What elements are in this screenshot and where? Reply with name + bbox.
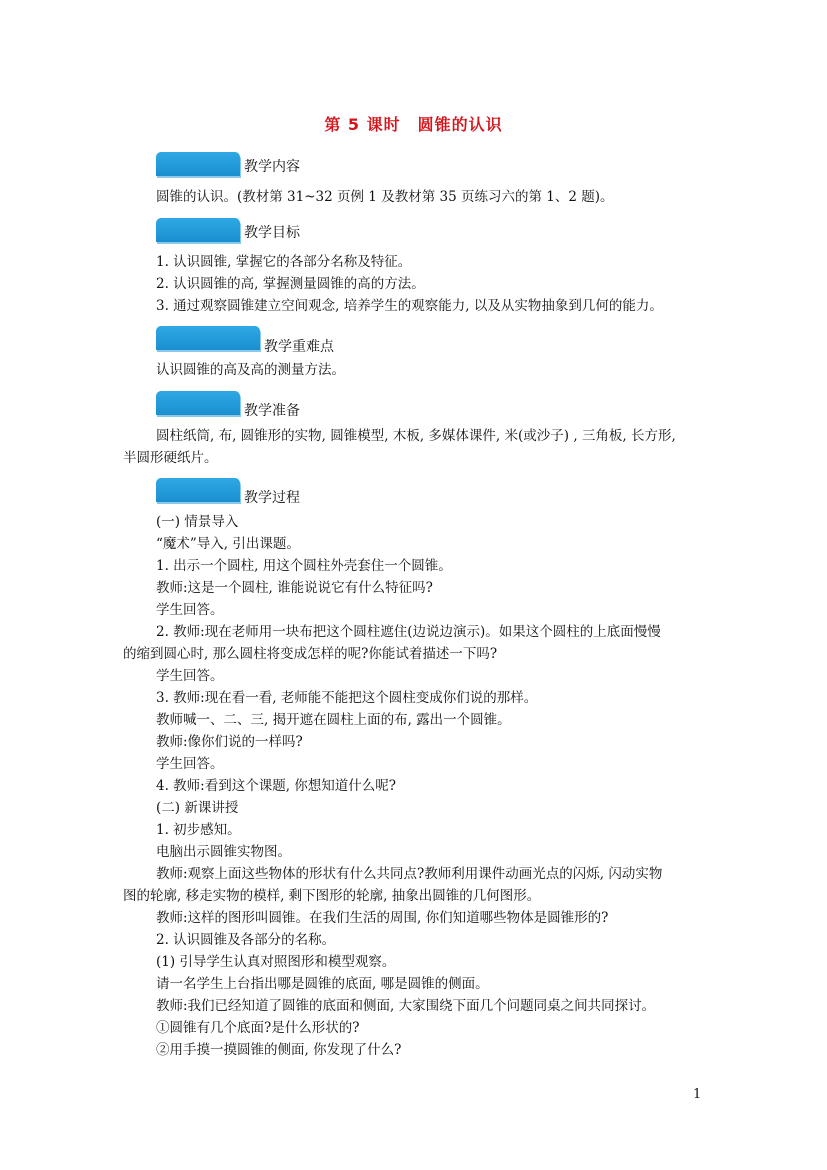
page-number: 1 bbox=[693, 1087, 702, 1102]
section-tab-decoration bbox=[156, 326, 260, 350]
process-line: 学生回答。 bbox=[156, 756, 224, 772]
section-heading-label: 教学内容 bbox=[244, 159, 300, 175]
process-line: 学生回答。 bbox=[156, 668, 224, 684]
section-heading-label: 教学准备 bbox=[244, 403, 300, 419]
process-line: 教师喊一、二、三, 揭开遮在圆柱上面的布, 露出一个圆锥。 bbox=[156, 712, 511, 728]
process-line: 教师:这是一个圆柱, 谁能说说它有什么特征吗? bbox=[156, 580, 433, 596]
section-tab-decoration bbox=[156, 478, 240, 502]
goal-line: 2. 认识圆锥的高, 掌握测量圆锥的高的方法。 bbox=[156, 276, 425, 292]
goal-line: 1. 认识圆锥, 掌握它的各部分名称及特征。 bbox=[156, 254, 412, 270]
process-line: 请一名学生上台指出哪是圆锥的底面, 哪是圆锥的侧面。 bbox=[156, 976, 489, 992]
page-title: 第 5 课时 圆锥的认识 bbox=[324, 115, 503, 134]
process-line: 图的轮廓, 移走实物的模样, 剩下图形的轮廓, 抽象出圆锥的几何图形。 bbox=[123, 888, 541, 904]
key-point-line: 认识圆锥的高及高的测量方法。 bbox=[156, 362, 345, 378]
process-line: 2. 认识圆锥及各部分的名称。 bbox=[156, 932, 336, 948]
process-line: 教师:我们已经知道了圆锥的底面和侧面, 大家围绕下面几个问题同桌之间共同探讨。 bbox=[156, 998, 656, 1014]
process-line: 学生回答。 bbox=[156, 602, 224, 618]
process-line: (1) 引导学生认真对照图形和模型观察。 bbox=[156, 954, 396, 970]
section-heading-label: 教学过程 bbox=[244, 490, 300, 506]
section-heading-label: 教学目标 bbox=[244, 225, 300, 241]
section-tab-decoration bbox=[156, 391, 240, 415]
process-line: 1. 初步感知。 bbox=[156, 822, 241, 838]
section-tab-decoration bbox=[156, 152, 240, 176]
process-line: ②用手摸一摸圆锥的侧面, 你发现了什么? bbox=[156, 1042, 402, 1058]
goal-line: 3. 通过观察圆锥建立空间观念, 培养学生的观察能力, 以及从实物抽象到几何的能力。 bbox=[156, 298, 663, 314]
process-line: “魔术”导入, 引出课题。 bbox=[156, 536, 300, 552]
process-line: ①圆锥有几个底面?是什么形状的? bbox=[156, 1020, 360, 1036]
process-line: 3. 教师:现在看一看, 老师能不能把这个圆柱变成你们说的那样。 bbox=[156, 690, 538, 706]
section-heading-label: 教学重难点 bbox=[264, 339, 334, 355]
process-line: 2. 教师:现在老师用一块布把这个圆柱遮住(边说边演示)。如果这个圆柱的上底面慢慢 bbox=[156, 624, 661, 640]
process-line: 4. 教师:看到这个课题, 你想知道什么呢? bbox=[156, 778, 397, 794]
content-line: 圆锥的认识。(教材第 31~32 页例 1 及教材第 35 页练习六的第 1、2 题)。 bbox=[156, 189, 614, 205]
process-line: 电脑出示圆锥实物图。 bbox=[156, 844, 291, 860]
process-line: 教师:像你们说的一样吗? bbox=[156, 734, 303, 750]
process-line: (一) 情景导入 bbox=[156, 514, 239, 530]
process-line: 教师:这样的图形叫圆锥。在我们生活的周围, 你们知道哪些物体是圆锥形的? bbox=[156, 910, 609, 926]
prep-line: 圆柱纸筒, 布, 圆锥形的实物, 圆锥模型, 木板, 多媒体课件, 米(或沙子) , 三角板, 长方形, bbox=[156, 428, 676, 444]
process-line: 的缩到圆心时, 那么圆柱将变成怎样的呢?你能试着描述一下吗? bbox=[123, 646, 498, 662]
process-line: 教师:观察上面这些物体的形状有什么共同点?教师利用课件动画光点的闪烁, 闪动实物 bbox=[156, 866, 663, 882]
process-line: (二) 新课讲授 bbox=[156, 800, 239, 816]
section-tab-decoration bbox=[156, 218, 240, 242]
process-line: 1. 出示一个圆柱, 用这个圆柱外壳套住一个圆锥。 bbox=[156, 558, 452, 574]
prep-line: 半圆形硬纸片。 bbox=[123, 450, 218, 466]
